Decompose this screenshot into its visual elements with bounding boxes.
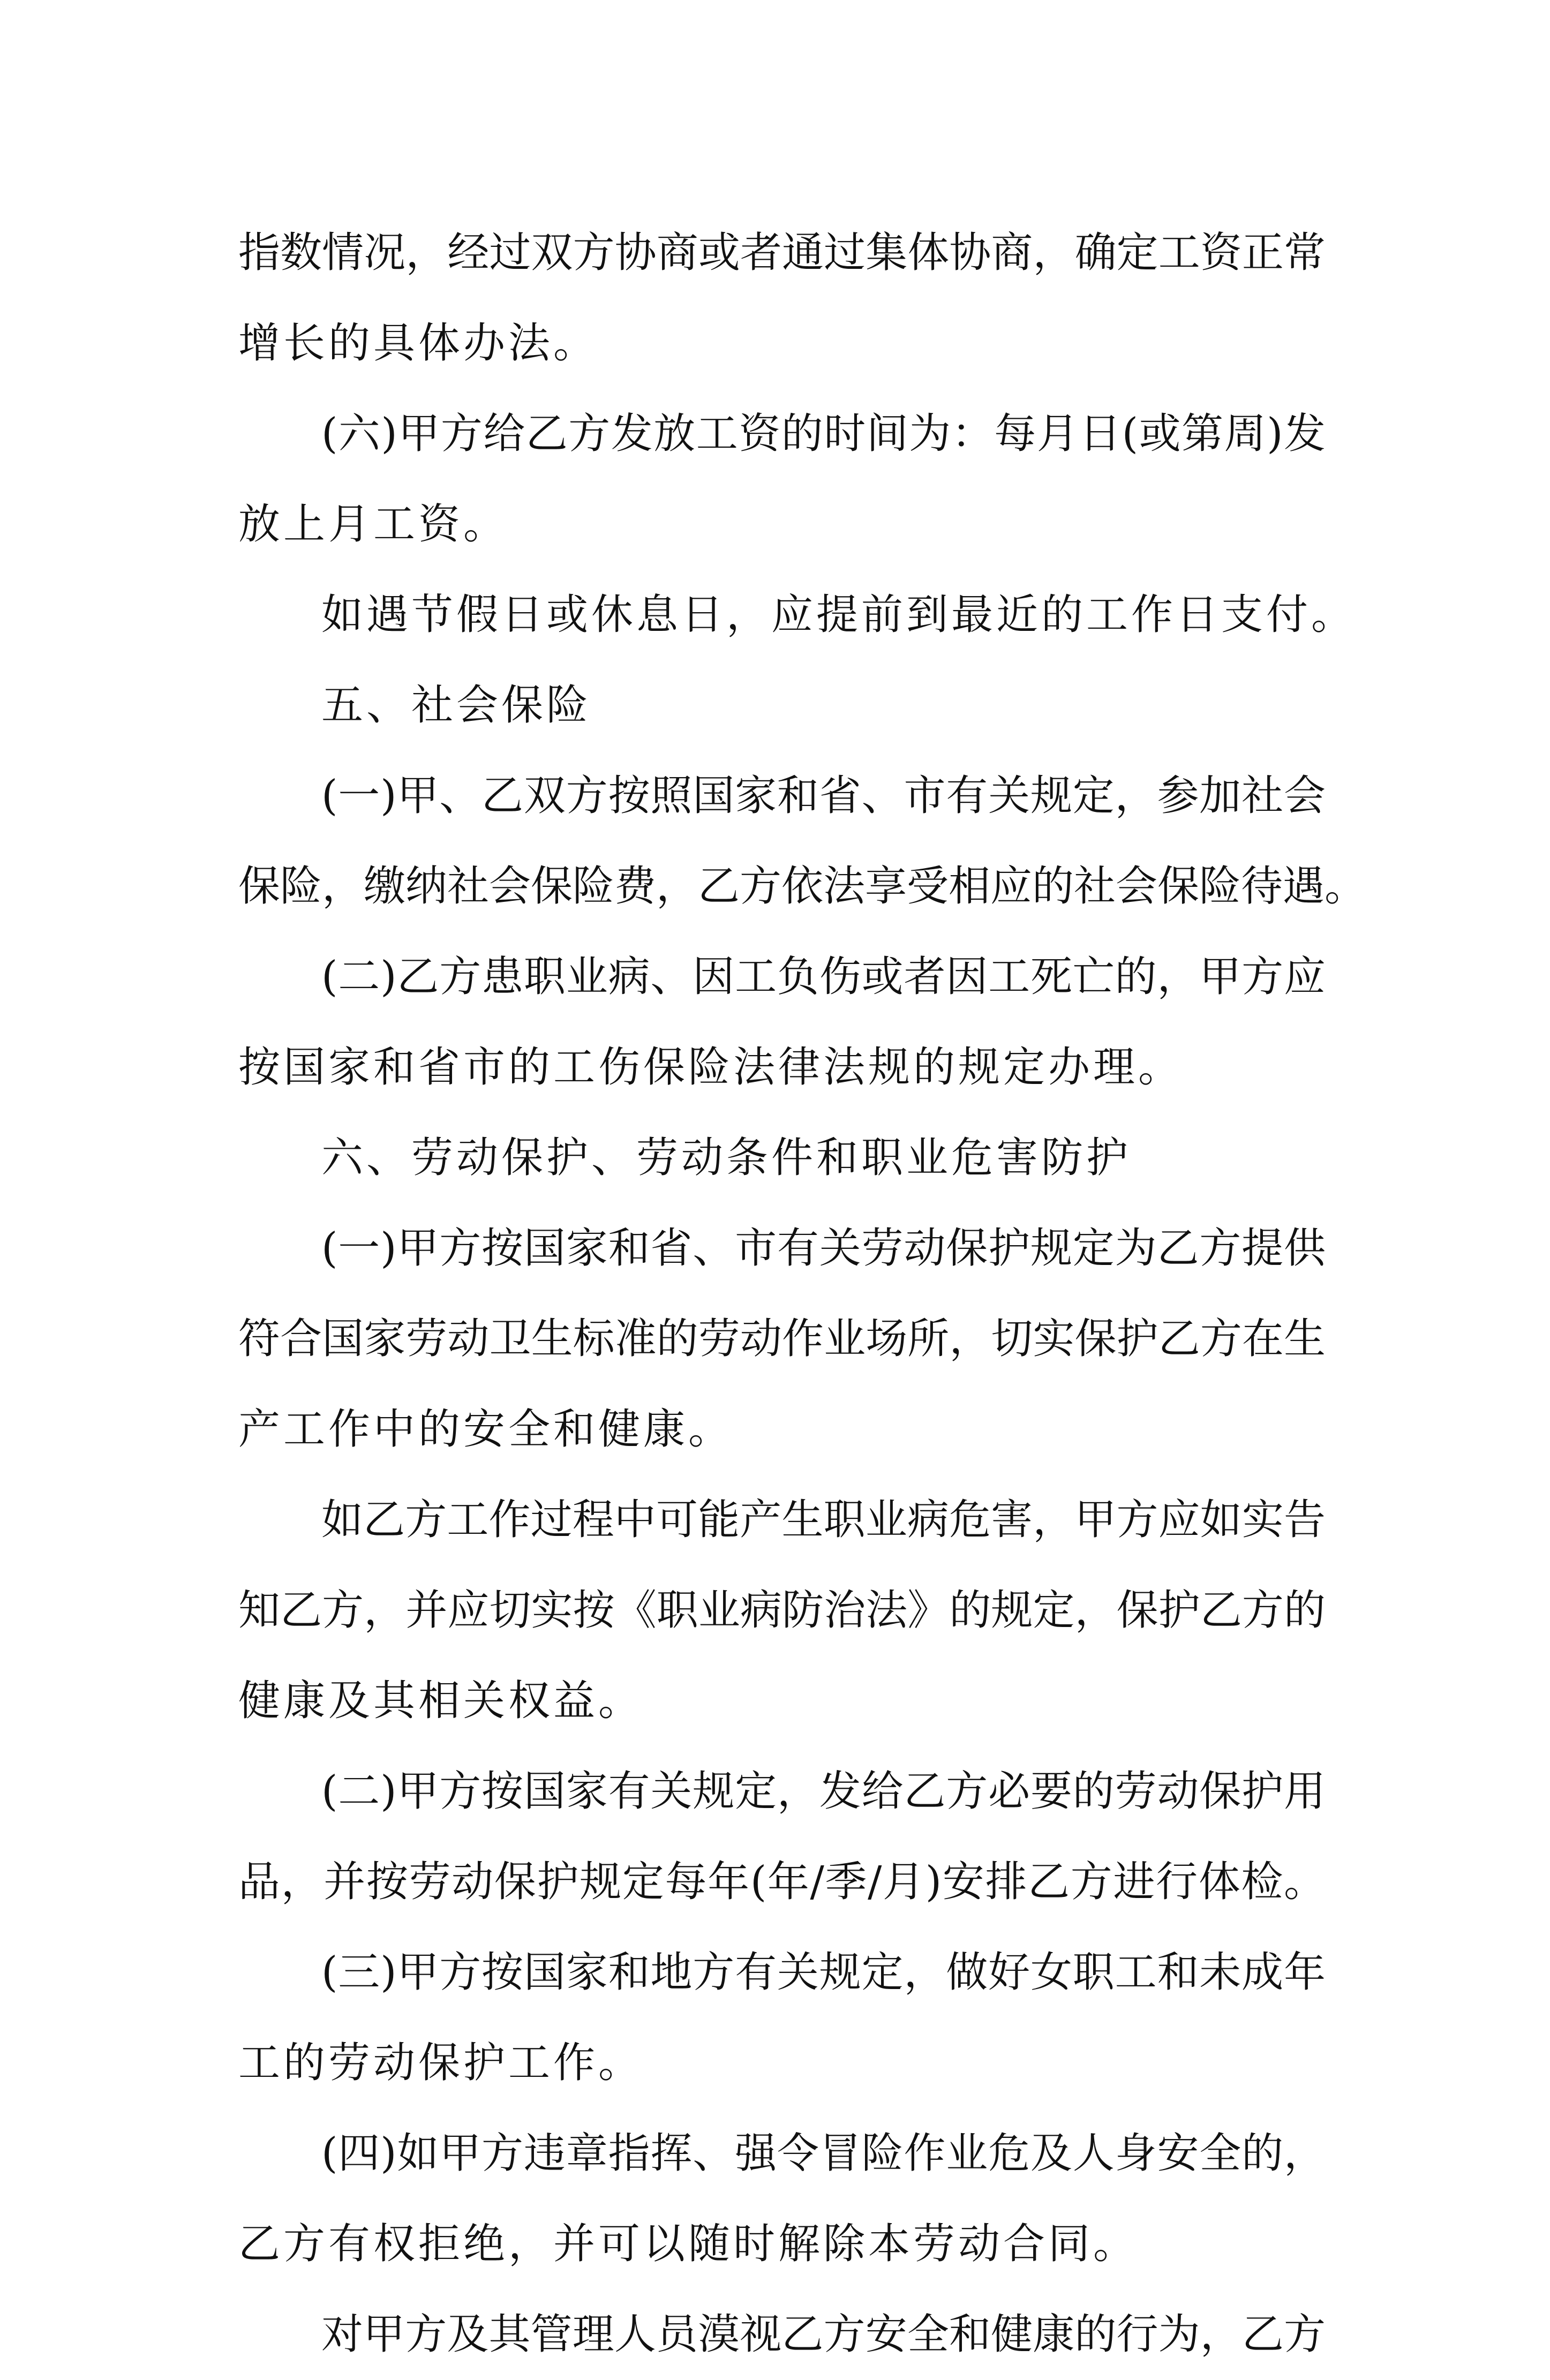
paragraph-line: (三)甲方按国家和地方有关规定，做好女职工和未成年 xyxy=(321,1948,1326,1997)
paragraph-line: 保险，缴纳社会保险费，乙方依法享受相应的社会保险待遇。 xyxy=(238,862,1367,910)
paragraph-line: 如遇节假日或休息日，应提前到最近的工作日支付。 xyxy=(321,591,1357,639)
paragraph-line: (四)如甲方违章指挥、强令冒险作业危及人身安全的， xyxy=(321,2129,1326,2178)
paragraph-line: (二)乙方患职业病、因工负伤或者因工死亡的，甲方应 xyxy=(321,953,1326,1001)
paragraph-line: 品，并按劳动保护规定每年(年/季/月)安排乙方进行体检。 xyxy=(238,1858,1326,1906)
section-heading: 五、社会保险 xyxy=(321,681,592,729)
paragraph-line: 健康及其相关权益。 xyxy=(238,1677,644,1725)
paragraph-line: 增长的具体办法。 xyxy=(238,319,599,367)
paragraph-line: 如乙方工作过程中可能产生职业病危害，甲方应如实告 xyxy=(321,1496,1326,1544)
paragraph-line: (二)甲方按国家有关规定，发给乙方必要的劳动保护用 xyxy=(321,1767,1326,1816)
paragraph-line: (一)甲、乙双方按照国家和省、市有关规定，参加社会 xyxy=(321,772,1326,820)
paragraph-line: (一)甲方按国家和省、市有关劳动保护规定为乙方提供 xyxy=(321,1224,1326,1272)
document-body xyxy=(238,208,1367,2380)
paragraph-line: 乙方有权拒绝，并可以随时解除本劳动合同。 xyxy=(238,2220,1139,2268)
paragraph-line: 产工作中的安全和健康。 xyxy=(238,1405,734,1453)
paragraph-line: 按国家和省市的工伤保险法律法规的规定办理。 xyxy=(238,1043,1184,1091)
paragraph-line: 知乙方，并应切实按《职业病防治法》的规定，保护乙方的 xyxy=(238,1586,1326,1635)
section-heading: 六、劳动保护、劳动条件和职业危害防护 xyxy=(321,1134,1132,1182)
paragraph-line: 对甲方及其管理人员漠视乙方安全和健康的行为，乙方 xyxy=(321,2310,1326,2359)
paragraph-line: 放上月工资。 xyxy=(238,500,509,548)
paragraph-line: (六)甲方给乙方发放工资的时间为：每月日(或第周)发 xyxy=(321,410,1326,458)
paragraph-line: 工的劳动保护工作。 xyxy=(238,2039,644,2087)
paragraph-line: 符合国家劳动卫生标准的劳动作业场所，切实保护乙方在生 xyxy=(238,1315,1326,1363)
paragraph-line: 指数情况，经过双方协商或者通过集体协商，确定工资正常 xyxy=(238,229,1326,277)
